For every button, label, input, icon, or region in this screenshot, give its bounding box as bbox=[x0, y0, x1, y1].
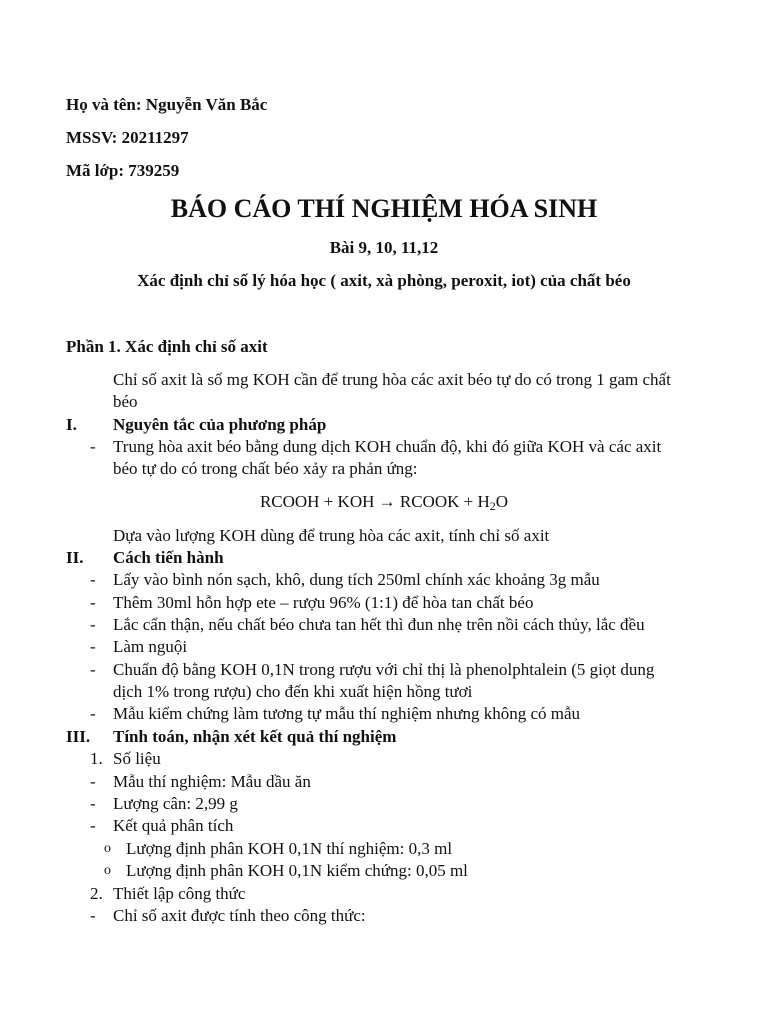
list-dash: - bbox=[90, 772, 96, 791]
section-2-numeral: II. bbox=[66, 548, 84, 567]
list-dash: - bbox=[90, 816, 96, 835]
list-dash: - bbox=[90, 794, 96, 813]
step-item-continued: dịch 1% trong rượu) cho đến khi xuất hiện hồng tươi bbox=[113, 682, 473, 701]
definition-line-1: Chỉ số axit là số mg KOH cần để trung hòa các axit béo tự do có trong 1 gam chất bbox=[113, 370, 671, 389]
circle-bullet-icon: o bbox=[104, 863, 111, 878]
step-item: Lắc cẩn thận, nếu chất béo chưa tan hết thì đun nhẹ trên nồi cách thủy, lắc đều bbox=[113, 615, 645, 634]
section-1-numeral: I. bbox=[66, 415, 77, 434]
principle-line-1: Trung hòa axit béo bằng dung dịch KOH chuẩn độ, khi đó giữa KOH và các axit bbox=[113, 437, 662, 456]
result-line: Kết quả phân tích bbox=[113, 816, 234, 835]
titration-sample-line: Lượng định phân KOH 0,1N thí nghiệm: 0,3 ml bbox=[126, 839, 453, 858]
list-dash: - bbox=[90, 615, 96, 634]
data-heading: Số liệu bbox=[113, 749, 161, 768]
class-code: Mã lớp: 739259 bbox=[66, 161, 180, 180]
section-1-heading: Nguyên tắc của phương pháp bbox=[113, 415, 327, 434]
part1-heading: Phần 1. Xác định chỉ số axit bbox=[66, 337, 268, 356]
item-number: 1. bbox=[90, 749, 103, 768]
principle-line-2: béo tự do có trong chất béo xảy ra phản ứng: bbox=[113, 459, 418, 478]
step-item: Lấy vào bình nón sạch, khô, dung tích 250ml chính xác khoảng 3g mẫu bbox=[113, 570, 600, 589]
step-item: Thêm 30ml hỗn hợp ete – rượu 96% (1:1) để hòa tan chất béo bbox=[113, 593, 534, 612]
definition-line-2: béo bbox=[113, 392, 138, 411]
list-dash: - bbox=[90, 437, 96, 456]
list-dash: - bbox=[90, 704, 96, 723]
section-2-heading: Cách tiến hành bbox=[113, 548, 224, 567]
section-3-heading: Tính toán, nhận xét kết quả thí nghiệm bbox=[113, 727, 397, 746]
weight-line: Lượng cân: 2,99 g bbox=[113, 794, 238, 813]
list-dash: - bbox=[90, 593, 96, 612]
reaction-equation: RCOOH + KOH → RCOOK + $H_2O$ bbox=[259, 492, 509, 513]
principle-note: Dựa vào lượng KOH dùng để trung hòa các axit, tính chỉ số axit bbox=[113, 526, 550, 545]
list-dash: - bbox=[90, 570, 96, 589]
student-id: MSSV: 20211297 bbox=[66, 128, 189, 147]
student-name: Họ và tên: Nguyễn Văn Bắc bbox=[66, 95, 268, 114]
formula-heading: Thiết lập công thức bbox=[113, 884, 246, 903]
list-dash: - bbox=[90, 906, 96, 925]
sample-line: Mẫu thí nghiệm: Mẫu dầu ăn bbox=[113, 772, 311, 791]
item-number: 2. bbox=[90, 884, 103, 903]
page-title: BÁO CÁO THÍ NGHIỆM HÓA SINH bbox=[170, 194, 598, 223]
topic-line: Xác định chỉ số lý hóa học ( axit, xà phòng, peroxit, iot) của chất béo bbox=[137, 271, 631, 290]
titration-control-line: Lượng định phân KOH 0,1N kiểm chứng: 0,05 ml bbox=[126, 861, 468, 880]
list-dash: - bbox=[90, 637, 96, 656]
subtitle: Bài 9, 10, 11,12 bbox=[329, 238, 439, 257]
step-item: Làm nguội bbox=[113, 637, 188, 656]
circle-bullet-icon: o bbox=[104, 841, 111, 856]
step-item: Chuẩn độ bằng KOH 0,1N trong rượu với chỉ thị là phenolphtalein (5 giọt dung bbox=[113, 660, 655, 679]
list-dash: - bbox=[90, 660, 96, 679]
formula-intro: Chỉ số axit được tính theo công thức: bbox=[113, 906, 366, 925]
step-item: Mẫu kiểm chứng làm tương tự mẫu thí nghiệm nhưng không có mẫu bbox=[113, 704, 581, 723]
section-3-numeral: III. bbox=[66, 727, 91, 746]
